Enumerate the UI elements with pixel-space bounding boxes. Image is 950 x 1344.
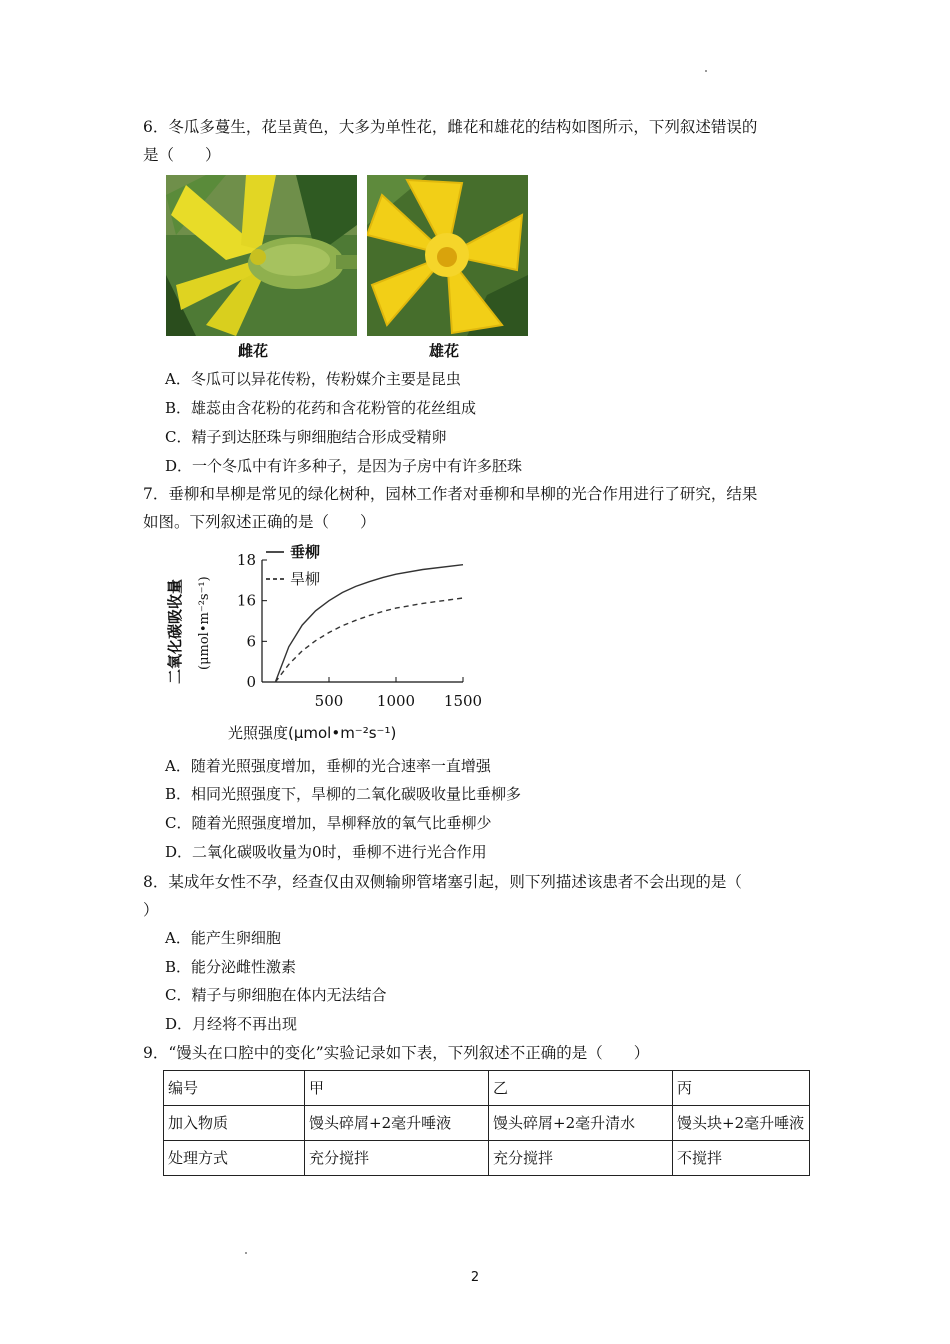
table-cell: 充分搅拌	[489, 1141, 673, 1176]
question-6-option-d: D．一个冬瓜中有许多种子，是因为子房中有许多胚珠	[165, 457, 523, 475]
question-7-option-d: D．二氧化碳吸收量为0时，垂柳不进行光合作用	[165, 843, 487, 861]
table-row	[164, 1071, 810, 1106]
y-axis-title: 二氧化碳吸收量	[166, 578, 184, 684]
x-tick-label: 500	[314, 692, 344, 710]
table-cell: 不搅拌	[673, 1141, 810, 1176]
table-row	[164, 1106, 810, 1141]
y-axis-label	[166, 576, 212, 684]
x-tick-label: 1500	[443, 692, 483, 710]
legend-label: 垂柳	[290, 543, 321, 561]
question-9	[143, 1039, 811, 1067]
question-6	[143, 113, 811, 169]
x-axis-title: 光照强度(μmol•m⁻²s⁻¹)	[228, 724, 397, 742]
experiment-table	[163, 1070, 810, 1176]
question-8-stem-line1: 8．某成年女性不孕，经查仅由双侧输卵管堵塞引起，则下列描述该患者不会出现的是（	[143, 873, 742, 891]
question-8-stem-line2: ）	[143, 901, 159, 919]
series-line-hanliu	[275, 598, 463, 682]
female-flower-photo	[166, 175, 357, 336]
question-9-stem: 9．“馒头在口腔中的变化”实验记录如下表，下列叙述不正确的是（ ）	[143, 1044, 650, 1062]
question-7-stem-line1: 7．垂柳和旱柳是常见的绿化树种，园林工作者对垂柳和旱柳的光合作用进行了研究，结果	[143, 485, 758, 503]
question-8-option-a: A．能产生卵细胞	[165, 929, 281, 947]
question-7	[143, 480, 811, 536]
question-6-stem-line1: 6．冬瓜多蔓生，花呈黄色，大多为单性花，雌花和雄花的结构如图所示，下列叙述错误的	[143, 118, 758, 136]
table-cell: 馒头块+2毫升唾液	[673, 1106, 810, 1141]
question-8-option-d: D．月经将不再出现	[165, 1015, 298, 1033]
table-cell: 充分搅拌	[305, 1141, 489, 1176]
table-cell: 编号	[164, 1071, 305, 1106]
page-number: 2	[470, 1270, 480, 1285]
female-flower-caption: 雌花	[238, 342, 269, 360]
scan-speck	[245, 1252, 247, 1254]
table-cell: 处理方式	[164, 1141, 305, 1176]
y-tick-label: 16	[236, 591, 256, 610]
male-flower-caption: 雄花	[429, 342, 460, 360]
photosynthesis-chart	[160, 540, 500, 750]
table-cell: 丙	[673, 1071, 810, 1106]
question-7-option-b: B．相同光照强度下，旱柳的二氧化碳吸收量比垂柳多	[165, 785, 522, 803]
question-7-stem-line2: 如图。下列叙述正确的是（ ）	[143, 513, 376, 531]
question-7-option-a: A．随着光照强度增加，垂柳的光合速率一直增强	[165, 757, 491, 775]
question-6-option-a: A．冬瓜可以异花传粉，传粉媒介主要是昆虫	[165, 370, 461, 388]
question-6-stem-line2: 是（ ）	[143, 146, 221, 164]
y-tick-label: 18	[236, 551, 256, 569]
table-row	[164, 1141, 810, 1176]
y-tick-label: 6	[246, 632, 256, 651]
question-6-option-b: B．雄蕊由含花粉的花药和含花粉管的花丝组成	[165, 399, 477, 417]
table-cell: 乙	[489, 1071, 673, 1106]
male-flower-photo	[367, 175, 528, 336]
question-8	[143, 868, 811, 924]
table-cell: 馒头碎屑+2毫升清水	[489, 1106, 673, 1141]
table-cell: 甲	[305, 1071, 489, 1106]
table-cell: 加入物质	[164, 1106, 305, 1141]
x-tick-label: 1000	[376, 692, 416, 710]
question-6-option-c: C．精子到达胚珠与卵细胞结合形成受精卵	[165, 428, 447, 446]
question-8-option-c: C．精子与卵细胞在体内无法结合	[165, 986, 387, 1004]
y-axis-unit: (μmol•m⁻²s⁻¹)	[197, 576, 212, 670]
table-cell: 馒头碎屑+2毫升唾液	[305, 1106, 489, 1141]
question-8-option-b: B．能分泌雌性激素	[165, 958, 297, 976]
question-7-option-c: C．随着光照强度增加，旱柳释放的氧气比垂柳少	[165, 814, 492, 832]
scan-speck	[705, 70, 707, 72]
y-tick-label: 0	[246, 673, 256, 691]
legend-label: 旱柳	[290, 570, 321, 588]
